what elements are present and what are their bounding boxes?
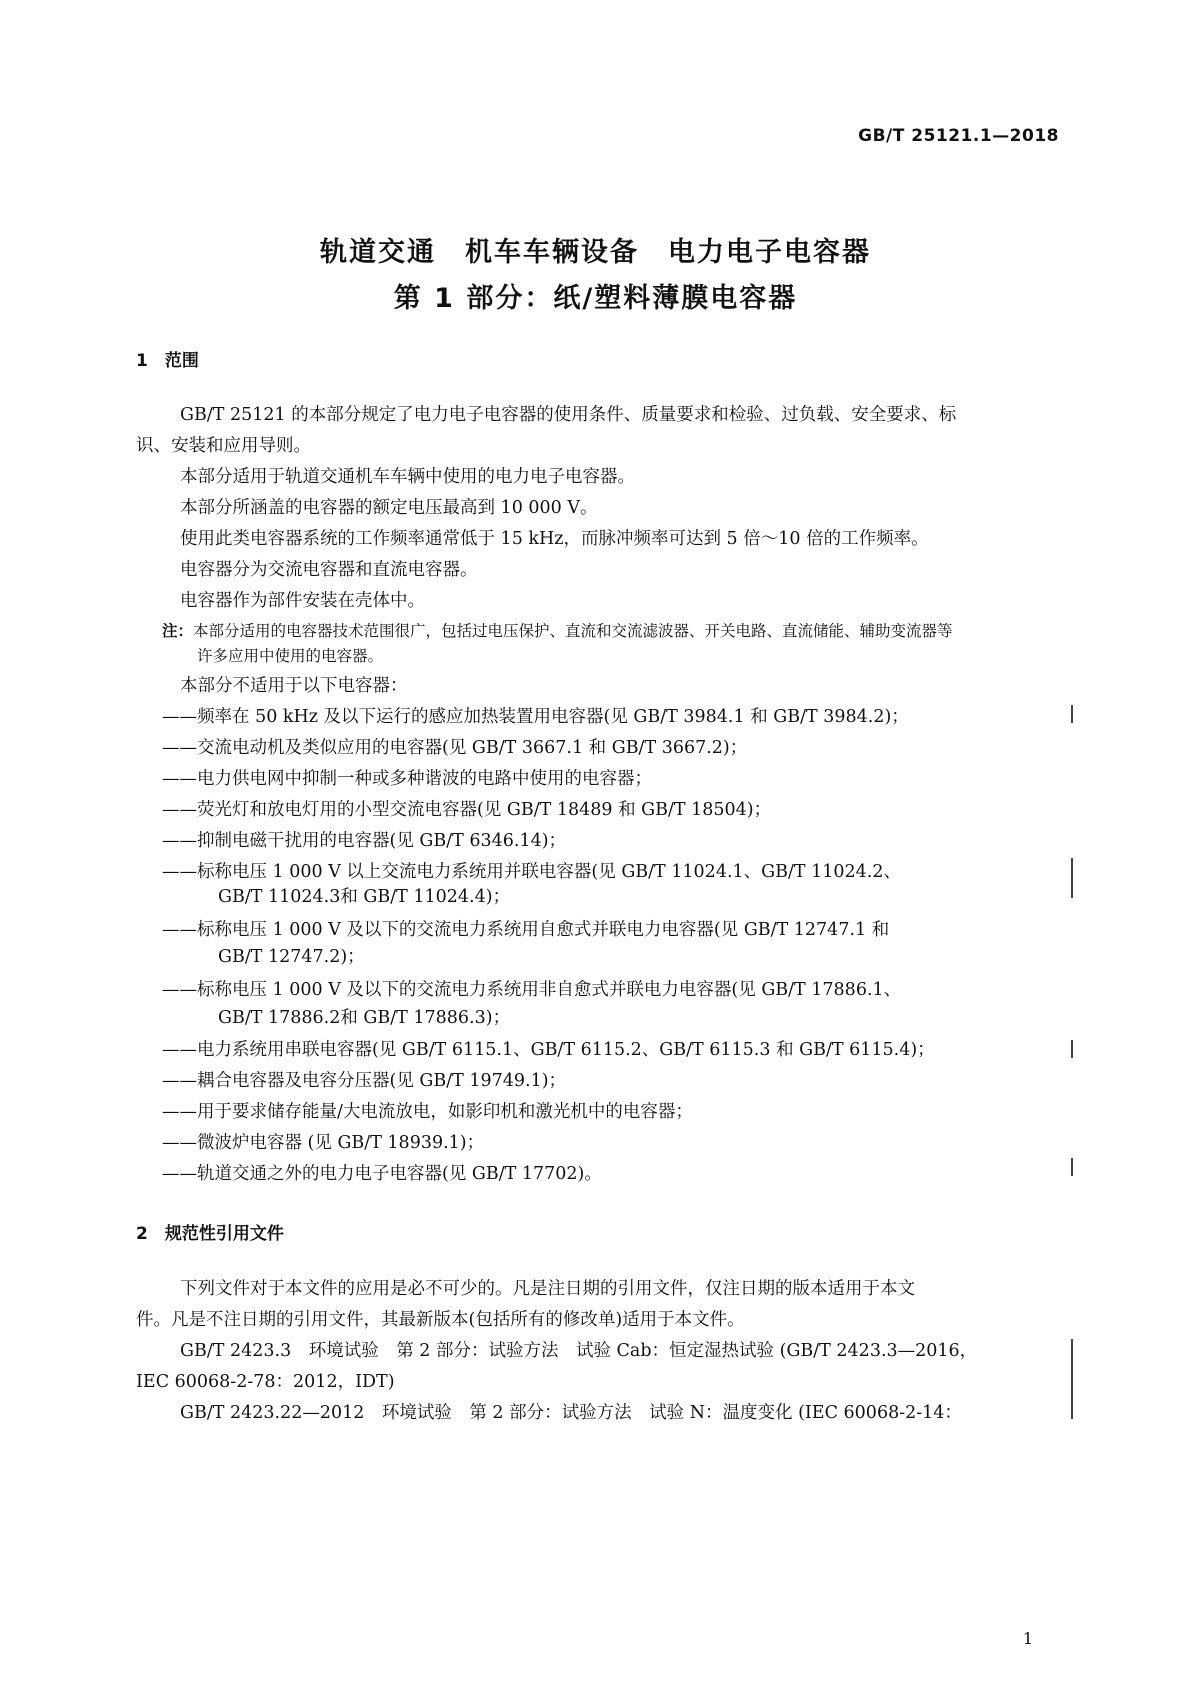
section-1-heading: 1 范围	[136, 351, 199, 371]
exclusion-item-continuation: GB/T 17886.2和 GB/T 17886.3)；	[218, 1008, 511, 1028]
exclusion-item-continuation: GB/T 12747.2)；	[218, 947, 365, 967]
references-intro-line-2: 件。凡是不注日期的引用文件，其最新版本(包括所有的修改单)适用于本文件。	[136, 1310, 745, 1330]
scope-paragraph: 本部分所涵盖的电容器的额定电压最高到 10 000 V。	[180, 498, 598, 518]
exclusion-item: ——耦合电容器及电容分压器(见 GB/T 19749.1)；	[162, 1071, 567, 1091]
note-line-1	[162, 620, 953, 642]
exclusion-item: ——用于要求储存能量/大电流放电，如影印机和激光机中的电容器；	[162, 1102, 693, 1122]
exclusion-item: ——电力供电网中抑制一种或多种谐波的电路中使用的电容器；	[162, 769, 652, 789]
exclusion-item: ——微波炉电容器 (见 GB/T 18939.1)；	[162, 1133, 485, 1153]
exclusion-item: ——抑制电磁干扰用的电容器(见 GB/T 6346.14)；	[162, 831, 567, 851]
page-number: 1	[1022, 1629, 1033, 1648]
references-intro-line-1: 下列文件对于本文件的应用是必不可少的。凡是注日期的引用文件，仅注日期的版本适用于本文	[180, 1279, 915, 1299]
exclusion-item: ——标称电压 1 000 V 及以下的交流电力系统用自愈式并联电力电容器(见 GB/T 12747.1 和	[162, 920, 890, 940]
note-line-2: 许多应用中使用的电容器。	[197, 647, 384, 665]
change-bar	[1071, 1040, 1073, 1058]
change-bar	[1071, 1339, 1073, 1419]
change-bar	[1071, 858, 1073, 898]
document-title-line-1: 轨道交通 机车车辆设备 电力电子电容器	[320, 237, 871, 268]
scope-intro-line-2: 识、安装和应用导则。	[136, 436, 311, 456]
exclusion-intro: 本部分不适用于以下电容器：	[180, 676, 408, 696]
reference-entry-continuation: IEC 60068-2-78：2012，IDT)	[136, 1372, 395, 1392]
note-label: 注：	[162, 622, 194, 640]
scope-paragraph: 使用此类电容器系统的工作频率通常低于 15 kHz，而脉冲频率可达到 5 倍～10 倍的工作频率。	[180, 529, 929, 549]
change-bar	[1071, 705, 1073, 723]
scope-paragraph: 电容器分为交流电容器和直流电容器。	[180, 560, 478, 580]
standard-code: GB/T 25121.1—2018	[858, 126, 1059, 146]
exclusion-item: ——电力系统用串联电容器(见 GB/T 6115.1、GB/T 6115.2、GB/T 6115.3 和 GB/T 6115.4)；	[162, 1040, 935, 1060]
document-title-line-2: 第 1 部分：纸/塑料薄膜电容器	[393, 283, 798, 314]
exclusion-item: ——频率在 50 kHz 及以下运行的感应加热装置用电容器(见 GB/T 3984.1 和 GB/T 3984.2)；	[162, 707, 909, 727]
scope-intro-line-1: GB/T 25121 的本部分规定了电力电子电容器的使用条件、质量要求和检验、过负载、安全要求、标	[180, 405, 957, 425]
reference-entry: GB/T 2423.3 环境试验 第 2 部分：试验方法 试验 Cab：恒定湿热试验 (GB/T 2423.3—2016，	[180, 1341, 978, 1361]
note-text: 本部分适用的电容器技术范围很广，包括过电压保护、直流和交流滤波器、开关电路、直流储能、辅助变流器等	[193, 622, 953, 640]
exclusion-item: ——交流电动机及类似应用的电容器(见 GB/T 3667.1 和 GB/T 3667.2)；	[162, 738, 748, 758]
exclusion-item: ——荧光灯和放电灯用的小型交流电容器(见 GB/T 18489 和 GB/T 18504)；	[162, 800, 772, 820]
section-2-heading: 2 规范性引用文件	[136, 1224, 284, 1244]
exclusion-item: ——轨道交通之外的电力电子电容器(见 GB/T 17702)。	[162, 1164, 602, 1184]
exclusion-item: ——标称电压 1 000 V 以上交流电力系统用并联电容器(见 GB/T 11024.1、GB/T 11024.2、	[162, 862, 901, 882]
reference-entry: GB/T 2423.22—2012 环境试验 第 2 部分：试验方法 试验 N：温度变化 (IEC 60068-2-14：	[180, 1403, 962, 1423]
change-bar	[1071, 1158, 1073, 1176]
scope-paragraph: 本部分适用于轨道交通机车车辆中使用的电力电子电容器。	[180, 467, 635, 487]
exclusion-item-continuation: GB/T 11024.3和 GB/T 11024.4)；	[218, 887, 511, 907]
scope-paragraph: 电容器作为部件安装在壳体中。	[180, 591, 425, 611]
exclusion-item: ——标称电压 1 000 V 及以下的交流电力系统用非自愈式并联电力电容器(见 GB/T 17886.1、	[162, 980, 902, 1000]
